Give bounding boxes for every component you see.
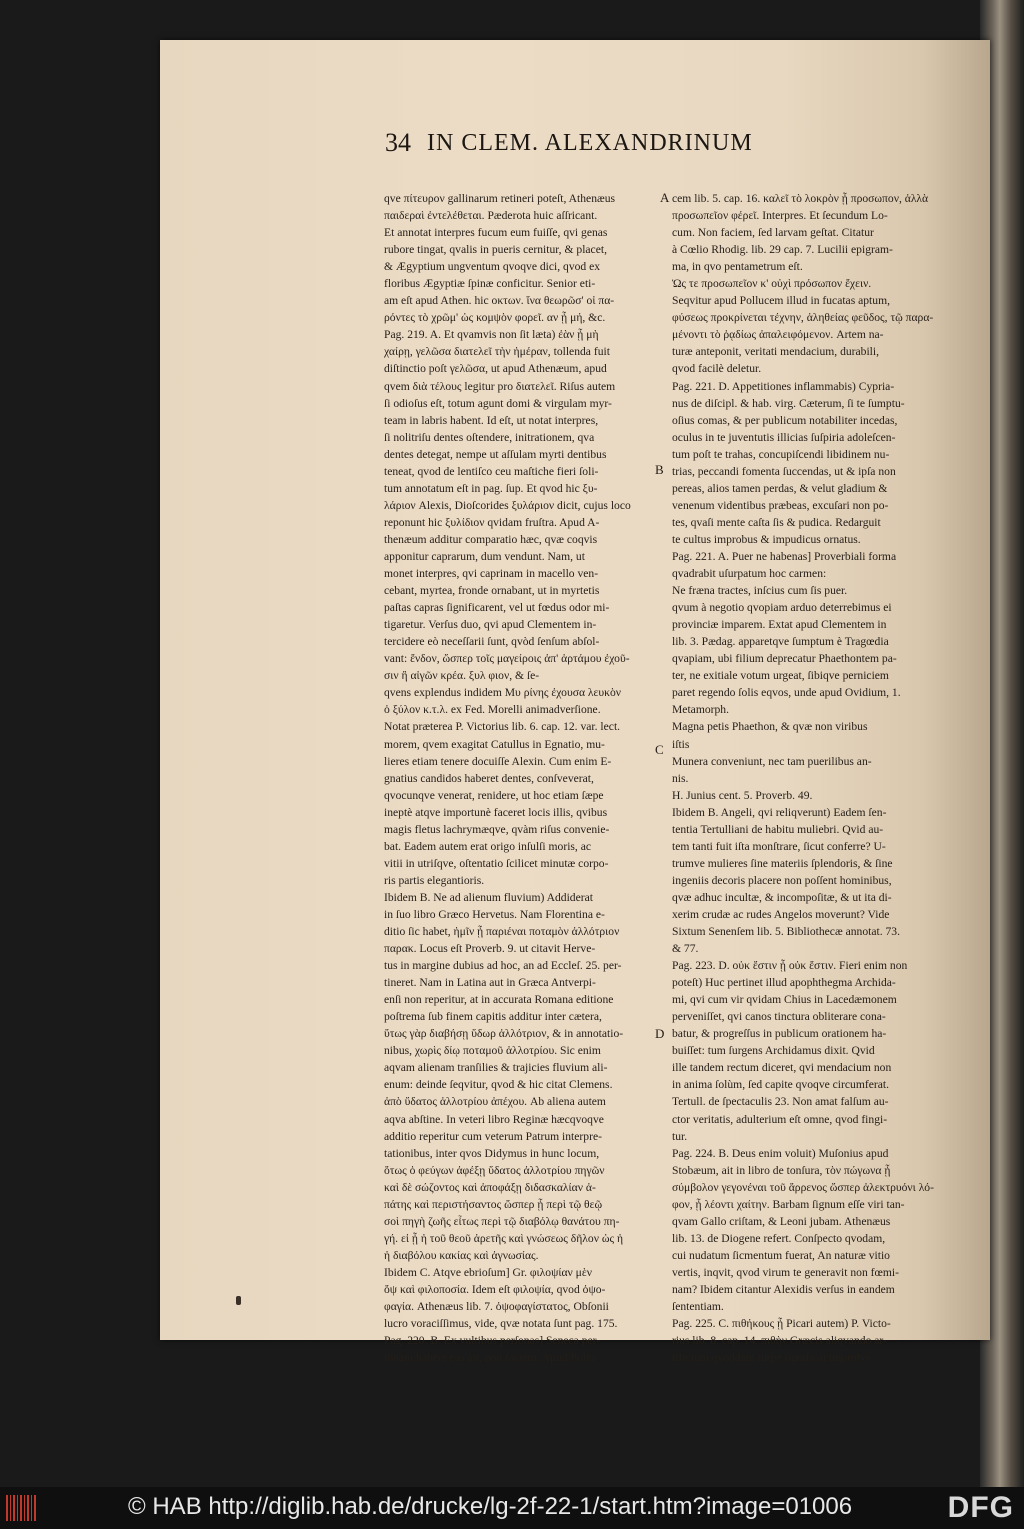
text-line: tur.	[672, 1129, 688, 1143]
text-line: ter, ne exitiale votum urgeat, ſibiqve perniciem	[672, 669, 889, 683]
text-line: Stobæum, ait in libro de tonſura, τὸν πώγωνα ᾖ	[672, 1163, 891, 1177]
text-line: χαίρῃ, γελῶσα διατελεῖ τὴν ἡμέραν, tollenda fuit	[384, 345, 610, 359]
margin-letter-b: B	[655, 462, 664, 477]
text-line: magis fletus lachrymæqve, qvàm riſus convenie-	[384, 822, 610, 836]
text-line: vant: ἔνδον, ὥσπερ τοῖς μαγείροις ἀπ' ἀρτάμου ἐχοῦ-	[384, 652, 630, 666]
text-line: σοὶ πηγὴ ζωῆς εἶτως περὶ τῷ διαβόλῳ θανάτου πη-	[384, 1214, 620, 1228]
text-line: à Cœlio Rhodig. lib. 29 cap. 7. Lucilii epigram-	[672, 243, 893, 257]
text-line: ρόντες τὸ χρῶμ' ὡς κομψὸν φορεῖ. αν ᾖ μή, &c.	[384, 311, 606, 325]
text-line: paſtas capras ſignificarent, vel ut fœdus odor mi-	[384, 601, 610, 615]
text-line: qvum à negotio qvopiam arduo deterrebimus ei	[672, 601, 892, 615]
text-line: tationibus, inter qvos Didymus in hunc locum,	[384, 1146, 600, 1160]
text-line: Pag. 219. A. Et qvamvis non ſit læta) ἐὰν ᾖ μὴ	[384, 328, 599, 342]
text-line: lib. 3. Pædag. apparetqve ſumptum è Tragœdia	[672, 635, 889, 649]
text-line: venenum videntibus præbeas, excuſari non po-	[672, 498, 889, 512]
text-line: floribus Ægyptiæ ſpinæ conficitur. Senior eti-	[384, 277, 596, 291]
text-line: Ibidem B. Angeli, qvi reliqverunt) Eadem ſen-	[672, 805, 887, 819]
left-text-column	[384, 190, 660, 1366]
text-line: Pag. 221. D. Appetitiones inflammabis) Cypria-	[672, 379, 895, 393]
text-line: ma, in qvo pentametrum eſt.	[672, 260, 803, 274]
text-line: tentia Tertulliani de habitu muliebri. Qvid au-	[672, 822, 884, 836]
text-line: φύσεως προκρίνεται τέχνην, ἀληθείας φεῦδος, τῷ παρα-	[672, 311, 934, 325]
text-line: Ὡς τε προσωπεῖον κ' οὐχὶ πρόσωπον ἔχειν.	[672, 277, 872, 291]
text-line: ctor veritatis, adulterium eſt omne, qvod fingi-	[672, 1112, 888, 1126]
text-line: ὄψ καὶ φιλοποσία. Idem eſt φιλοψία, qvod ὀψο-	[384, 1283, 606, 1296]
margin-letter-c: C	[655, 742, 664, 757]
text-line: ὅτως ὁ φεύγων ἀφέξῃ ὕδατος ἀλλοτρίου πηγῶν	[384, 1163, 605, 1177]
text-line: oculus in te juventutis illicias ſuſpiria adoleſcen-	[672, 430, 896, 444]
text-line: tum annotatum eſt in pag. ſup. Et qvod hic ξυ-	[384, 481, 598, 495]
text-line: nus de diſcipl. & hab. virg. Cæterum, ſi te ſumptu-	[672, 396, 905, 410]
text-line: λάριον Alexis, Dioſcorides ξυλάριον dicit, cujus loco	[384, 498, 631, 512]
text-line: πάτης καὶ περιστήσαντος ὥσπερ ᾗ περὶ τῷ θεῷ	[384, 1197, 603, 1211]
text-line: nibus, χωρὶς δίῳ ποταμοῦ ἀλλοτρίου. Sic enim	[384, 1044, 601, 1058]
text-line: cebant, myrtea, fronde ornabant, ut in myrtetis	[384, 584, 600, 598]
running-head	[385, 126, 825, 166]
text-line: nam? Ibidem citantur Alexidis verſus in eandem	[672, 1283, 895, 1296]
text-line: ditio ſic habet, ἡμῖν ᾖ παριέναι ποταμὸν ἀλλότριον	[384, 925, 620, 939]
text-line: qvod facilè deletur.	[672, 362, 762, 376]
text-line: team in labris habent. Id eſt, ut notat interpres,	[384, 413, 599, 427]
text-line: aqva abſtine. In veteri libro Reginæ hæcqvoqve	[384, 1112, 604, 1126]
text-line: Pag. 225. C. πιθήκους ᾖ Picari autem) P. Victo-	[672, 1317, 891, 1331]
text-line: ingeniis decoris placere non poſſent hominibus,	[672, 873, 892, 887]
text-line: ἀπὸ ὕδατος ἀλλοτρίου ἀπέχου. Ab aliena autem	[384, 1095, 606, 1109]
text-line: tes, qvaſi mente caſta ſis & pudica. Redarguit	[672, 515, 881, 529]
text-line: gnatius candidos haberet dentes, conſveverat,	[384, 771, 594, 785]
text-line: σιν ἢ αἰγῶν κρέα. ξυλ φιον, & ſe-	[384, 669, 540, 683]
text-line: tum poſt te trahas, concupiſcendi libidinem nu-	[672, 447, 890, 461]
text-line: rius lib. 8. cap. 14. πιθὴν Græcis aliqvando ar-	[672, 1334, 887, 1348]
text-line: oſius comas, & per publicum notabiliter incedas,	[672, 413, 898, 427]
margin-letter-d: D	[655, 1026, 665, 1041]
page-number: 34	[385, 128, 411, 157]
text-line: ὀ ξύλον κ.τ.λ. ex Fed. Morelli animadverſione.	[384, 703, 601, 717]
text-line: ineptè atqve importunè faceret locis illis, qvibus	[384, 805, 608, 819]
text-line: apponitur caprarum, dum vendunt. Nam, ut	[384, 549, 585, 563]
text-line: qvadrabit uſurpatum hoc carmen:	[672, 567, 827, 581]
text-line: Ne fræna tractes, inſcius cum ſis puer.	[672, 584, 848, 598]
viewer-footer	[0, 1487, 1024, 1529]
text-line: pereas, alios tamen perdas, & velut gladium &	[672, 481, 888, 495]
text-line: & 77.	[672, 942, 699, 956]
text-line: Munera conveniunt, nec tam puerilibus an-	[672, 754, 872, 768]
text-line: qve πίτευρον gallinarum retineri poteſt, Athenæus	[384, 192, 616, 205]
text-line: ille tandem rectum diceret, qvi mendacium non	[672, 1061, 892, 1075]
text-line: in ſuo libro Græco Hervetus. Nam Florentina e-	[384, 907, 605, 921]
text-line: μένοντι τὸ ῥᾳδίως ἀπαλειφόμενον. Artem na-	[672, 328, 884, 342]
text-line: ſonam habere eas ait, non faciem. Apud Pollu-	[384, 1351, 599, 1365]
text-line: ſi nolitriſu dentes oſtendere, initrationem, qva	[384, 430, 595, 444]
text-line: poteſt) Huc pertinet illud apophthegma Archida-	[672, 976, 896, 990]
text-line: tus in margine dubius ad hoc, an ad Eccleſ. 25. per-	[384, 959, 622, 973]
text-line: morem, qvem exagitat Catullus in Egnatio, mu-	[384, 737, 605, 751]
text-line: Magna petis Phaethon, & qvæ non viribus	[672, 720, 868, 734]
text-line: tificium qvoddam turpe ſignificat improbo-	[672, 1351, 873, 1365]
text-line: Pag. 221. A. Puer ne habenas] Proverbiali forma	[672, 549, 897, 563]
text-line: turæ anteponit, veritati mendacium, durabili,	[672, 345, 880, 359]
text-line: ὕτως γὰρ διαβήσῃ ὕδωρ ἀλλότριον, & in annotatio-	[384, 1027, 624, 1041]
text-line: te cultus improbus & impudicus ornatus.	[672, 532, 861, 546]
text-line: enſi non reperitur, at in accurata Romana editione	[384, 993, 614, 1007]
text-line: reponunt hic ξυλίδιον qvidam fruſtra. Apud A-	[384, 515, 600, 529]
text-line: trias, peccandi fomenta ſuccendas, ut & ipſa non	[672, 464, 896, 478]
text-line: lieres etiam tenere docuiſſe Alexin. Cum enim E-	[384, 754, 612, 768]
text-line: Ibidem C. Atqve ebrioſum] Gr. φιλοψίαν μὲν	[384, 1265, 593, 1279]
text-line: ris partis elegantioris.	[384, 873, 485, 887]
text-line: provinciæ imparem. Extat apud Clementem in	[672, 618, 887, 632]
text-line: Ibidem B. Ne ad alienum fluvium) Addiderat	[384, 890, 593, 904]
text-line: Notat præterea P. Victorius lib. 6. cap. 12. var. lect.	[384, 720, 621, 734]
text-line: προσωπεῖον φέρεῖ. Interpres. Et ſecundum Lo-	[672, 209, 888, 223]
text-line: xerim crudæ ac rudes Angelos moverunt? Vide	[672, 907, 890, 921]
text-line: qvam Gallo criſtam, & Leoni jubam. Athenæus	[672, 1214, 891, 1228]
text-line: monet interpres, qvi caprinam in macello ven-	[384, 567, 599, 581]
text-line: φον, ᾖ λέοντι χαίτην. Barbam ſignum eſſe viri tan-	[672, 1197, 905, 1211]
text-line: qvæ adhuc incultæ, & incompoſitæ, & ut ita di-	[672, 890, 892, 904]
text-line: aqvam alienam tranſilies & trajicies fluvium ali-	[384, 1061, 608, 1075]
text-line: perveniſſet, qvi canos tinctura obliterare cona-	[672, 1010, 886, 1024]
text-line: enum: deinde ſeqvitur, qvod & hic citat Clemens.	[384, 1078, 613, 1092]
text-line: Pag. 223. D. οὐκ ἔστιν ᾖ οὐκ ἔστιν. Fieri enim non	[672, 959, 908, 973]
text-line: bat. Eadem autem erat origo inſulſi moris, ac	[384, 839, 592, 853]
text-line: σύμβολον γεγονέναι τοῦ ἄρρενος ὥσπερ ἀλεκτρυόνι λό-	[672, 1180, 934, 1194]
text-line: in anima ſolùm, ſed capite qvoqve circumferat.	[672, 1078, 889, 1092]
text-line: diſtinctio poſt γελῶσα, ut apud Athenæum, apud	[384, 362, 607, 376]
text-line: παρακ. Locus eſt Proverb. 9. ut citavit Herve-	[384, 942, 596, 956]
text-line: tigaretur. Verſus duo, qvi apud Clementem in-	[384, 618, 597, 632]
text-line: lucro voraciſſimus, vide, qvæ notata ſunt pag. 175.	[384, 1317, 618, 1331]
text-line: Tertull. de ſpectaculis 23. Non amat falſum au-	[672, 1095, 889, 1109]
dfg-logo: DFG	[947, 1491, 1014, 1524]
text-line: am eſt apud Athen. hic οκτων. ἵνα θεωρῶσ' οἱ πα-	[384, 294, 615, 308]
text-line: Pag. 224. B. Deus enim voluit) Muſonius apud	[672, 1146, 889, 1160]
text-line: vitii in utriſqve, oſtentatio ſcilicet minutæ corpo-	[384, 856, 609, 870]
text-line: trumve mulieres ſine materiis ſplendoris, & ſine	[672, 856, 893, 870]
text-line: qvens explendus indidem Μυ ρίνης ἐχουσα λευκὸν	[384, 686, 622, 700]
source-credit[interactable]: © HAB http://diglib.hab.de/drucke/lg-2f-22-1/start.htm?image=01006	[128, 1493, 853, 1520]
text-line: qvapiam, ubi filium deprecatur Phaethontem pa-	[672, 652, 897, 666]
running-title: IN CLEM. ALEXANDRINUM	[427, 130, 753, 156]
text-line: qvocunqve venerat, renidere, ut hoc etiam ſæpe	[384, 788, 604, 802]
text-line: thenæum additur comparatio hæc, qvæ coqvis	[384, 532, 598, 546]
text-line: tineret. Nam in Latina aut in Græca Antverpi-	[384, 976, 596, 990]
text-line: H. Junius cent. 5. Proverb. 49.	[672, 788, 813, 802]
text-line: batur, & progreſſus in publicum orationem ha-	[672, 1027, 887, 1041]
margin-letter-a: A	[660, 190, 670, 205]
ink-mark	[236, 1296, 241, 1305]
text-line: nis.	[672, 771, 689, 785]
text-line: Seqvitur apud Pollucem illud in fucatas aptum,	[672, 294, 890, 308]
text-line: ἡ διαβόλου κακίας καὶ ἀγνωσίας.	[384, 1248, 539, 1262]
hab-barcode-icon	[6, 1495, 36, 1521]
text-line: ſi odioſus eſt, totum agunt domi & virgulam myr-	[384, 396, 612, 410]
text-line: tem tanti fuit iſta monſtrare, ſicut conferre? U-	[672, 839, 886, 853]
text-line: paret regendo ſolis eqvos, unde apud Ovidium, 1.	[672, 686, 901, 700]
text-line: cui nudatum ſicmentum fuerat, An naturæ vitio	[672, 1248, 890, 1262]
text-line: qvem διὰ τέλους legitur pro διατελεῖ. Riſus autem	[384, 379, 616, 393]
text-line: additio reperitur cum veterum Patrum interpre-	[384, 1129, 602, 1143]
text-line: rubore tingat, qvalis in pueris cernitur, & placet,	[384, 243, 607, 257]
text-line: & Ægyptium ungventum qvoqve dici, qvod ex	[384, 260, 601, 274]
text-line: ſententiam.	[672, 1300, 724, 1314]
text-line: φαγία. Athenæus lib. 7. ὀψοφαγίστατος, Obſonii	[384, 1300, 609, 1314]
text-line: buiſſet: tum ſurgens Archidamus dixit. Qvid	[672, 1044, 875, 1058]
text-line: iſtis	[672, 737, 690, 751]
right-text-column	[672, 190, 948, 1366]
text-line: cem lib. 5. cap. 16. καλεῖ τὸ λοκρὸν ᾖ προσωπον, ἀλλὰ	[672, 192, 929, 205]
text-line: Pag. 220. B. Ex vultibus perſonas] Seneca per-	[384, 1334, 601, 1348]
text-line: lib. 13. de Diogene refert. Conſpecto qvodam,	[672, 1231, 886, 1245]
text-line: poſtrema ſub finem capitis additur inter cætera,	[384, 1010, 602, 1024]
text-line: παιδεραὶ ἐντελέθεται. Pæderota huic aſſricant.	[384, 209, 598, 223]
text-line: Et annotat interpres fucum eum fuiſſe, qvi genas	[384, 226, 608, 240]
text-line: teneat, qvod de lentiſco ceu maſtiche fieri ſoli-	[384, 464, 599, 478]
text-line: Sixtum Senenſem lib. 5. Bibliothecæ annotat. 73.	[672, 925, 900, 939]
text-line: γή. εἰ ᾖ ἡ τοῦ θεοῦ ἀρετῆς καὶ γνώσεως δῆλον ὡς ἡ	[384, 1231, 624, 1245]
text-line: dentes detegat, nempe ut aſſulam myrti dentibus	[384, 447, 607, 461]
text-line: tercidere eò neceſſarii ſunt, qvòd ſenſum abſol-	[384, 635, 600, 649]
text-line: vertis, inqvit, qvod virum te generavit non fœmi-	[672, 1265, 900, 1279]
text-line: cum. Non faciem, ſed larvam geſtat. Citatur	[672, 226, 874, 240]
text-line: καὶ δὲ σώζοντος καὶ ἀποφάξῃ διδασκαλίαν ἀ-	[384, 1180, 596, 1194]
text-line: mi, qvi cum vir qvidam Chius in Lacedæmonem	[672, 993, 897, 1007]
text-line: Metamorph.	[672, 703, 729, 717]
